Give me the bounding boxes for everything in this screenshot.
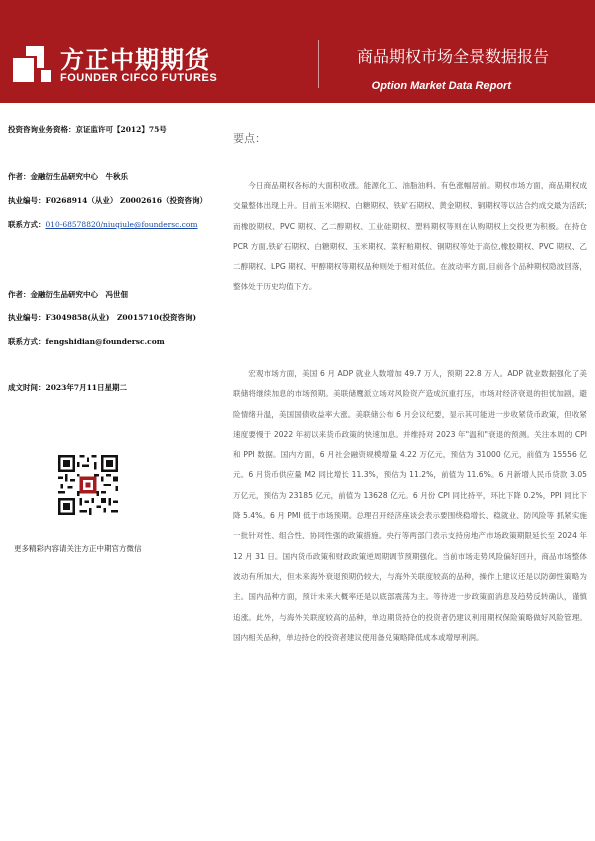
- author-1-practice-no: 执业编号：F0268914（从业） Z0002616（投资咨询）: [8, 196, 207, 205]
- author-2: 作者：金融衍生品研究中心 冯世佃: [8, 290, 128, 299]
- author-1: 作者：金融衍生品研究中心 牛秋乐: [8, 172, 128, 181]
- key-points-label: 要点：: [233, 132, 266, 145]
- paragraph-market-overview: 今日商品期权各标的大面积收涨。能源化工、油脂油料、有色涨幅居前。期权市场方面，商品期权成交量整体出现上升。目前玉米期权、白糖期权、铁矿石期权、黄金期权、铜期权等以沽合约成交最为活跃;而橡胶期权、PVC 期权、乙二醇期权、工业硅期权、塑料期权等则在认购期权上交投更为积极。在持仓 PCR 方面,铁矿石期权、白糖期权、玉米期权、菜籽粕期权、铜期权等处于高位,橡胶期权、PVC 期权、乙二醇期权、LPG 期权、甲醇期权等期权品种则处于相对低位。在波动率方面,目前各个品种期权隐波回落，整体处于历史均值下方。: [233, 181, 587, 292]
- qr-caption: 更多精彩内容请关注方正中期官方微信: [14, 544, 142, 553]
- header-divider: [318, 40, 319, 88]
- founder-logo-icon: [13, 46, 51, 82]
- contact-label: 联系方式：: [8, 220, 46, 229]
- author-2-practice-no: 执业编号：F3049858(从业) Z0015710(投资咨询): [8, 313, 197, 322]
- wechat-qr-code-icon[interactable]: [58, 455, 118, 515]
- logo-chinese-name: 方正中期期货: [60, 46, 210, 74]
- paragraph-macro-analysis: 宏观市场方面，美国 6 月 ADP 就业人数增加 49.7 万人，预期 22.8 万人。ADP 就业数据强化了美联储将继续加息的市场预期。美联储鹰派立场对风险资产造成沉重打压，市场对经济衰退的担忧加剧，避险情绪升温，美国国债收益率大涨。美联储公布 6 月会议纪要，显示其可能进一步收紧货币政策，但收紧速度要慢于 2022 年初以来货币政策的快速加息。并维持对 2023 年"温和"衰退的预测。关注本周的 CPI 和 PPI 数据。国内方面，6 月社会融资规模增量 4.22 万亿元，预估为 31000 亿元，前值为 15556 亿元。6 月货币供应量 M2 同比增长 11.3%，预估为 11.2%，前值为 11.6%。6 月新增人民币贷款 3.05 万亿元，预估为 23185 亿元，前值为 13628 亿元。6 月份 CPI 同比持平，环比下降 0.2%，PPI 同比下降 5.4%。6 月 PMI 低于市场预期。总理召开经济座谈会表示要围绕稳增长、稳就业、防风险等 抓紧实施一批针对性、组合性、协同性强的政策措施。央行等两部门表示支持房地产市场政策期限延长至 2024 年 12 月 31 日。国内货币政策和财政政策逆周期调节预期强化。当前市场走势风险偏好回升，商品市场整体波动有所加大，但未来海外衰退预期仍较大，与海外关联度较高的品种，操作上建议还是以防御性策略为主。国内品种方面，预计未来大概率还是以底部震荡为主。等待进一步政策面消息及趋势反转确认，谨慎追涨。此外，与海外关联度较高的品种，单边期货持仓的投资者仍建议利用期权保险策略做好风险管理。国内相关品种，单边持仓的投资者建议使用备兑策略降低成本或增厚利润。: [233, 369, 587, 642]
- report-subtitle: Option Market Data Report: [371, 80, 511, 92]
- author-1-contact-link[interactable]: 010-68578820/niuqiule@foundersc.com: [45, 220, 198, 229]
- report-header: [0, 0, 595, 103]
- report-date: 成文时间：2023年7月11日星期二: [8, 383, 128, 392]
- logo-english-name: FOUNDER CIFCO FUTURES: [60, 72, 218, 84]
- author-1-contact: [8, 219, 198, 230]
- report-title: 商品期权市场全景数据报告: [356, 47, 549, 66]
- author-2-contact: 联系方式：fengshidian@foundersc.com: [8, 337, 165, 346]
- license-info: 投资咨询业务资格：京证监许可【2012】75号: [8, 125, 167, 134]
